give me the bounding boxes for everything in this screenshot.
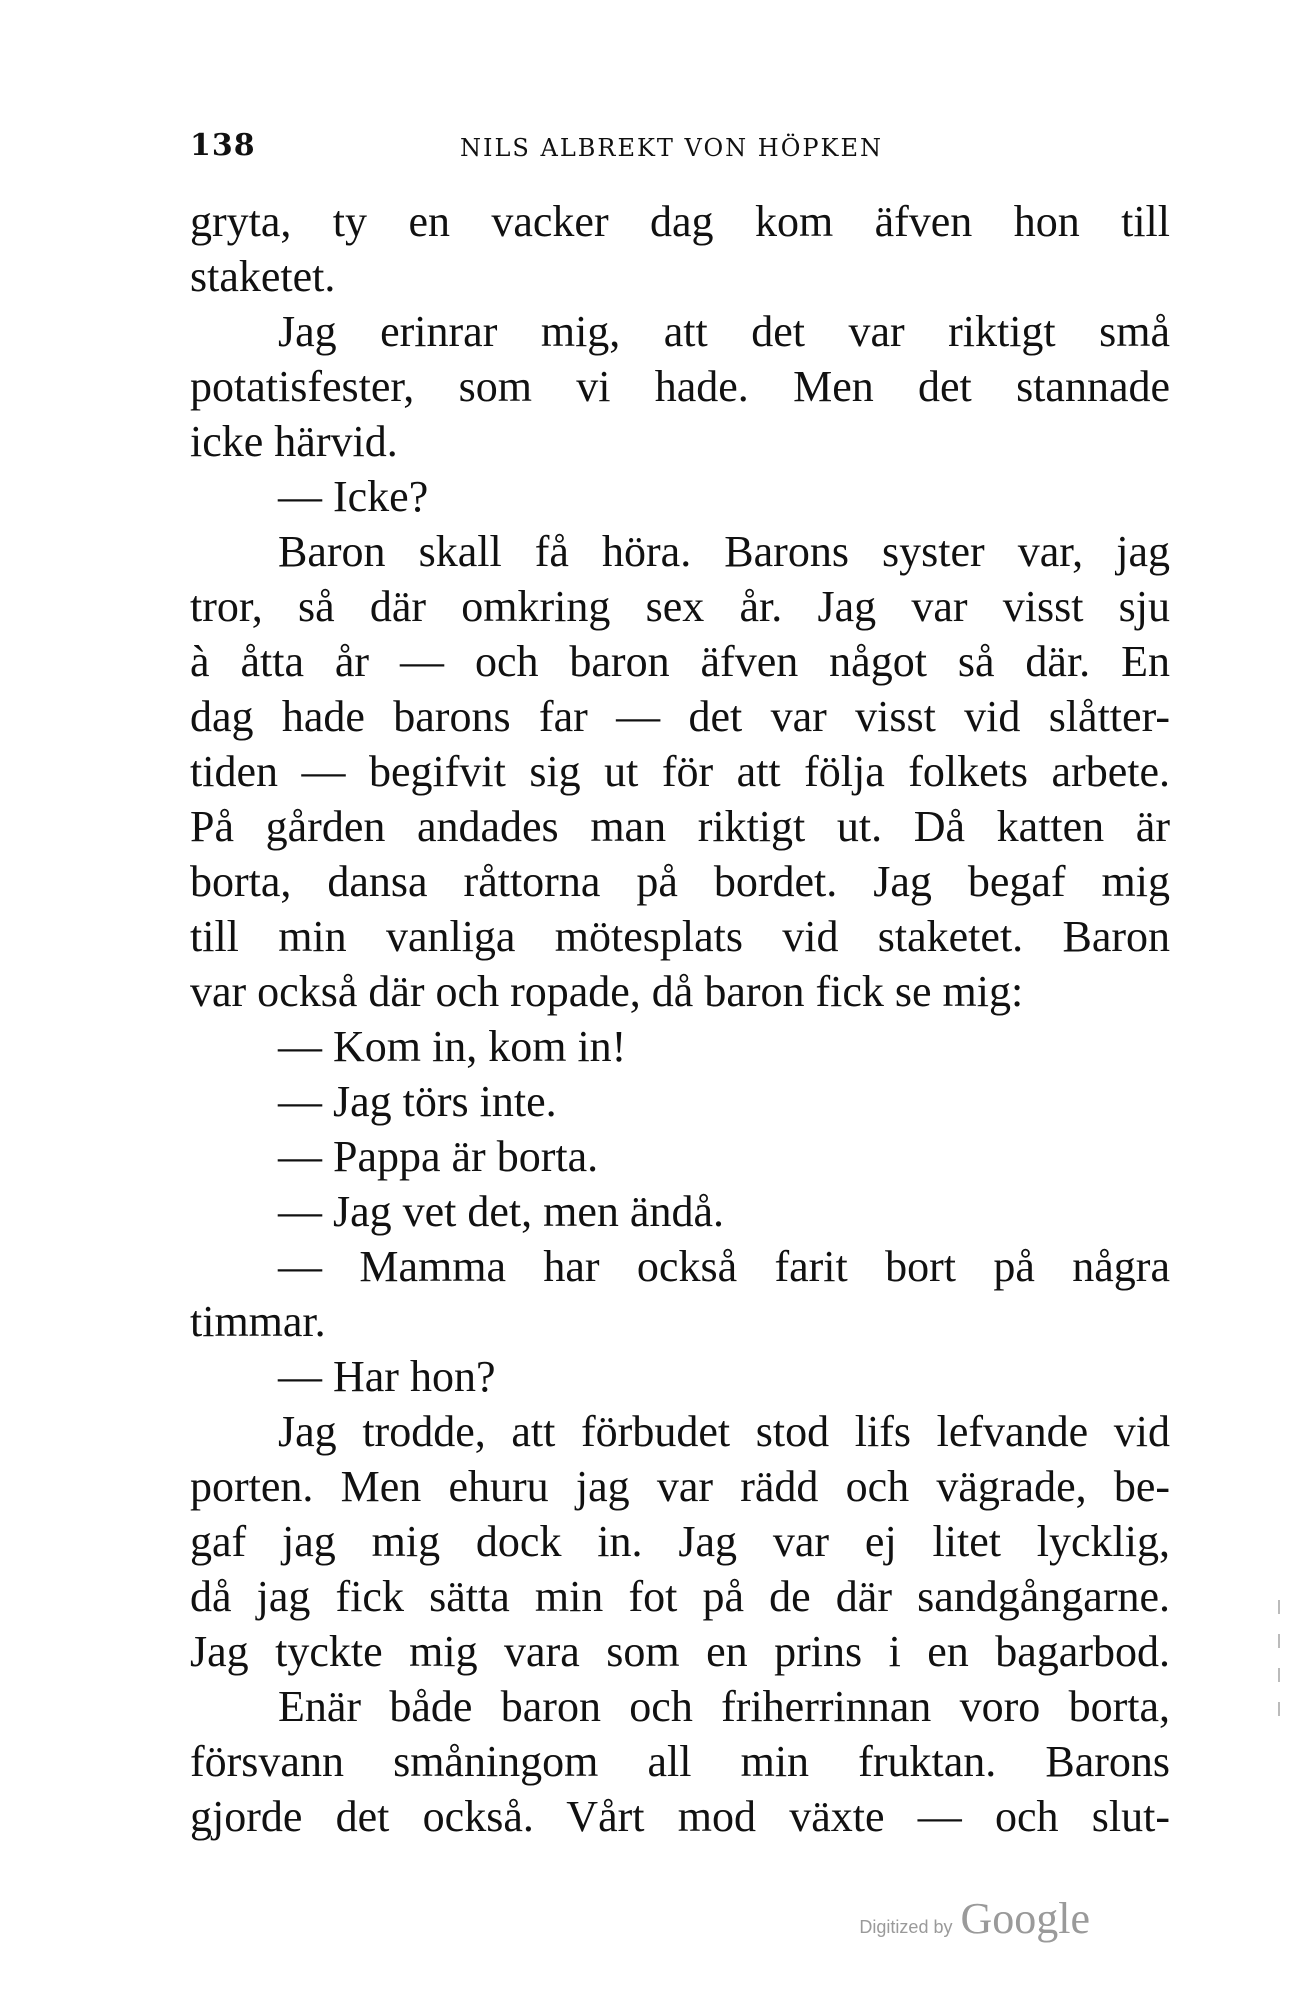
text-line: dag hade barons far — det var visst vid slåtter- — [190, 692, 1170, 741]
page-edge-marks — [1278, 1600, 1282, 1780]
text-line: gjorde det också. Vårt mod växte — och slut- — [190, 1792, 1170, 1841]
text-line: borta, dansa råttorna på bordet. Jag begaf mig — [190, 857, 1170, 906]
text-line: Jag trodde, att förbudet stod lifs lefvande vid — [278, 1407, 1170, 1456]
page-number: 138 — [190, 128, 256, 163]
edge-tick — [1278, 1634, 1280, 1648]
text-line: — Kom in, kom in! — [278, 1022, 627, 1071]
text-line: — Jag vet det, men ändå. — [278, 1187, 724, 1236]
text-line: timmar. — [190, 1297, 326, 1346]
text-line: var också där och ropade, då baron fick se mig: — [190, 967, 1024, 1016]
edge-tick — [1278, 1600, 1280, 1614]
text-line: Enär både baron och friherrinnan voro borta, — [278, 1682, 1170, 1731]
text-line: Baron skall få höra. Barons syster var, jag — [278, 527, 1170, 576]
edge-tick — [1278, 1702, 1280, 1716]
page-header — [190, 128, 1170, 168]
watermark-logo-text: Google — [960, 1894, 1090, 1943]
text-line: gryta, ty en vacker dag kom äfven hon till — [190, 197, 1170, 246]
text-line: Jag erinrar mig, att det var riktigt små — [278, 307, 1170, 356]
text-line: försvann småningom all min fruktan. Barons — [190, 1737, 1170, 1786]
text-line: På gården andades man riktigt ut. Då katten är — [190, 802, 1170, 851]
text-line: potatisfester, som vi hade. Men det stannade — [190, 362, 1170, 411]
text-line: Jag tyckte mig vara som en prins i en bagarbod. — [190, 1627, 1170, 1676]
text-line: till min vanliga mötesplats vid staketet. Baron — [190, 912, 1170, 961]
text-line: — Har hon? — [278, 1352, 496, 1401]
text-line: tiden — begifvit sig ut för att följa folkets arbete. — [190, 747, 1170, 796]
body-text — [190, 194, 1170, 1844]
watermark-small-text: Digitized by — [859, 1917, 953, 1937]
text-line: tror, så där omkring sex år. Jag var visst sju — [190, 582, 1170, 631]
text-line: — Mamma har också farit bort på några — [278, 1242, 1170, 1291]
edge-tick — [1278, 1668, 1280, 1682]
text-line: à åtta år — och baron äfven något så där. En — [190, 637, 1170, 686]
text-line: — Icke? — [278, 472, 429, 521]
text-line: staketet. — [190, 252, 336, 301]
text-line: porten. Men ehuru jag var rädd och vägrade, be- — [190, 1462, 1170, 1511]
digitized-watermark — [859, 1893, 1090, 1944]
text-line: gaf jag mig dock in. Jag var ej litet lycklig, — [190, 1517, 1170, 1566]
text-line: — Jag törs inte. — [278, 1077, 557, 1126]
text-line: — Pappa är borta. — [278, 1132, 599, 1181]
running-head: NILS ALBREKT VON HÖPKEN — [460, 134, 883, 162]
text-line: då jag fick sätta min fot på de där sandgångarne. — [190, 1572, 1170, 1621]
text-line: icke härvid. — [190, 417, 398, 466]
